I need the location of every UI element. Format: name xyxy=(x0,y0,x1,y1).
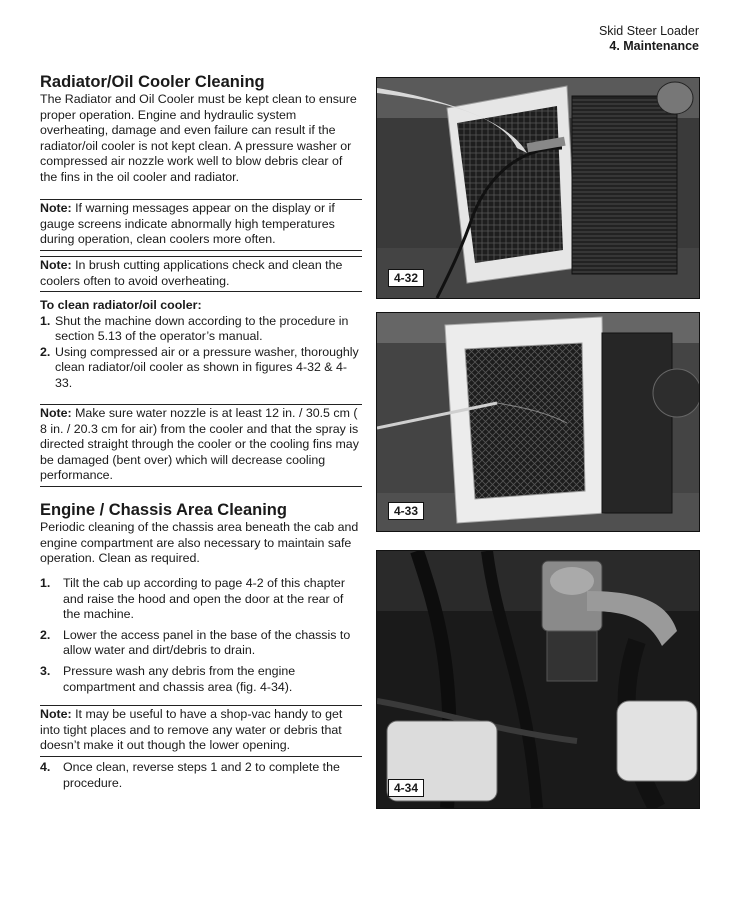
list-item xyxy=(40,345,362,392)
radiator-cleaning-photo xyxy=(377,78,699,298)
page-header xyxy=(599,24,699,54)
radiator-procedure xyxy=(40,298,362,392)
figure-4-34-photo xyxy=(376,550,700,809)
step-number: 1. xyxy=(40,576,51,590)
oil-cooler-cleaning-photo xyxy=(377,313,699,531)
note-text: It may be useful to have a shop-vac handy to get into tight places and to remove any water or debris that doesn’t make it out though the lower opening. xyxy=(40,707,343,753)
step-text: Lower the access panel in the base of the chassis to allow water and dirt/debris to drain. xyxy=(63,627,351,658)
engine-heading: Engine / Chassis Area Cleaning xyxy=(40,501,287,519)
step-number: 2. xyxy=(40,344,51,359)
step-text: Using compressed air or a pressure washer, thoroughly clean radiator/oil cooler as shown in figures 4-32 & 4-33. xyxy=(55,344,359,390)
engine-steps xyxy=(40,576,362,695)
note-text: Make sure water nozzle is at least 12 in. / 30.5 cm ( 8 in. / 20.3 cm for air) from the cooler and that the spray is directed straight through the cooler or the cooling fins may be damaged (bent over) which will decrease cooling performance. xyxy=(40,406,359,483)
radiator-steps xyxy=(40,314,362,392)
procedure-heading: To clean radiator/oil cooler: xyxy=(40,298,202,312)
step-text: Once clean, reverse steps 1 and 2 to complete the procedure. xyxy=(63,760,340,790)
note-nozzle-distance xyxy=(40,404,362,487)
list-item xyxy=(40,576,362,623)
radiator-heading: Radiator/Oil Cooler Cleaning xyxy=(40,73,265,91)
note-label: Note: xyxy=(40,258,72,272)
step-number: 4. xyxy=(40,760,51,774)
note-shop-vac xyxy=(40,705,362,757)
engine-procedure xyxy=(40,576,362,700)
engine-final-step xyxy=(40,760,362,796)
figure-4-32-photo xyxy=(376,77,700,299)
step-text: Tilt the cab up according to page 4-2 of this chapter and raise the hood and open the door at the rear of the machine. xyxy=(63,576,345,622)
radiator-section xyxy=(40,72,362,186)
doc-title: Skid Steer Loader xyxy=(598,24,699,38)
list-item xyxy=(40,760,362,791)
step-text: Pressure wash any debris from the engine compartment and chassis area (fig. 4-34). xyxy=(63,663,296,694)
engine-section xyxy=(40,500,362,567)
figure-label: 4-32 xyxy=(388,269,424,287)
step-number: 1. xyxy=(40,313,51,328)
note-text: If warning messages appear on the display or if gauge screens indicate abnormally high temperatures during operation, clean coolers more often. xyxy=(40,201,335,247)
engine-intro: Periodic cleaning of the chassis area beneath the cab and engine compartment are also necessary to maintain safe operation. Clean as required. xyxy=(40,520,359,566)
list-item xyxy=(40,628,362,659)
note-label: Note: xyxy=(40,201,72,215)
step-number: 2. xyxy=(40,627,51,642)
step-text: Shut the machine down according to the procedure in section 5.13 of the operator’s manual. xyxy=(55,313,349,344)
list-item xyxy=(40,314,362,345)
note-warning-messages xyxy=(40,199,362,251)
list-item xyxy=(40,664,362,695)
figure-label: 4-33 xyxy=(388,502,424,520)
note-brush-cutting xyxy=(40,256,362,292)
figure-4-33-photo xyxy=(376,312,700,532)
note-label: Note: xyxy=(40,406,72,420)
note-label: Note: xyxy=(40,707,72,721)
section-title: 4. Maintenance xyxy=(609,39,699,53)
engine-compartment-photo xyxy=(377,551,699,808)
step-number: 3. xyxy=(40,663,51,678)
note-text: In brush cutting applications check and clean the coolers often to avoid overheating. xyxy=(40,258,343,288)
figure-label: 4-34 xyxy=(388,779,424,797)
radiator-intro: The Radiator and Oil Cooler must be kept clean to ensure proper operation. Engine and hydraulic system overheating, damage and even failure can result if the radiator/oil cooler is not kept clean. A pressure washer or compressed air nozzle work well to blow debris clear of the fins in the oil cooler and radiator. xyxy=(40,92,357,184)
